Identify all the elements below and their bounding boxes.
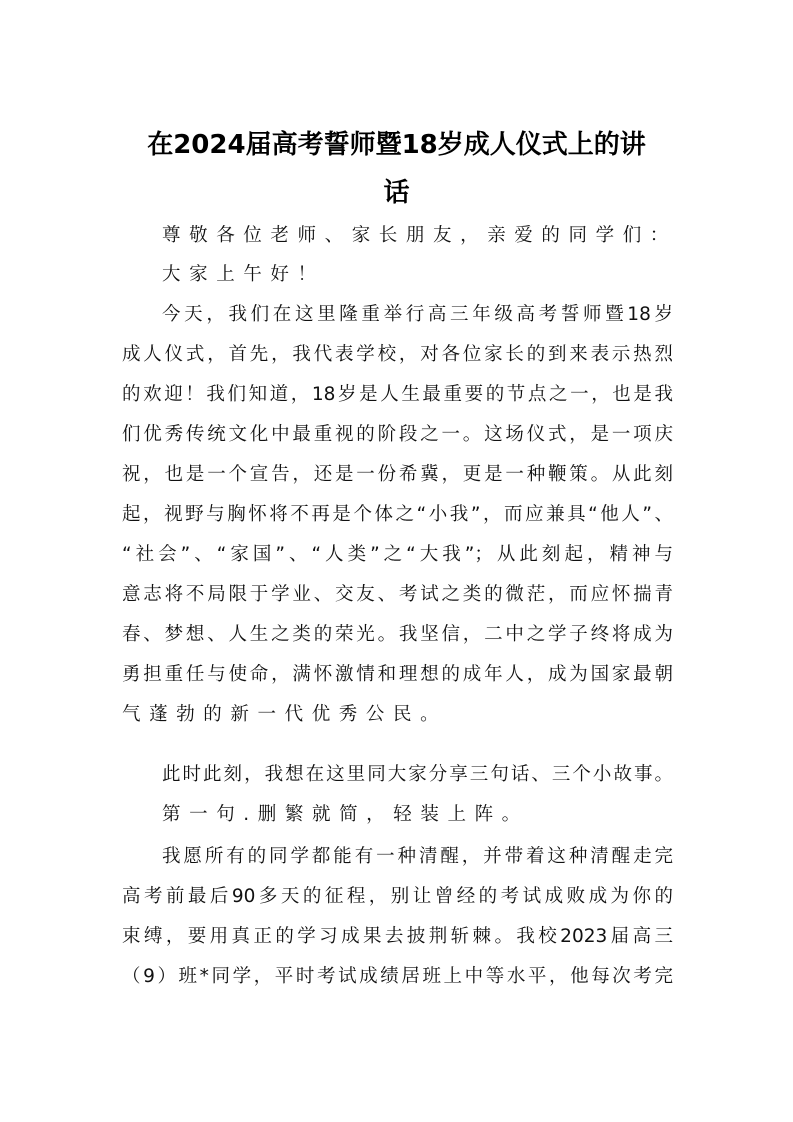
body-line: 春、梦想、人生之类的荣光。我坚信，二中之学子终将成为: [122, 624, 673, 645]
body-line: “社会”、“家国”、“人类”之“大我”；从此刻起，精神与: [122, 544, 673, 565]
body-line: 的欢迎！我们知道，18岁是人生最重要的节点之一，也是我: [122, 384, 673, 405]
body-line: 祝，也是一个宣告，还是一份希冀，更是一种鞭策。从此刻: [122, 464, 673, 485]
section-heading: 第一句.删繁就简，轻装上阵。: [162, 804, 529, 825]
body-line: 起，视野与胸怀将不再是个体之“小我”，而应兼具“他人”、: [122, 504, 673, 525]
body-line: 束缚，要用真正的学习成果去披荆斩棘。我校2023届高三: [122, 926, 673, 947]
document-title-line-2: 话: [383, 178, 410, 208]
body-line: 我愿所有的同学都能有一种清醒，并带着这种清醒走完: [162, 846, 673, 867]
body-line: 气蓬勃的新一代优秀公民。: [122, 704, 448, 725]
body-line: 今天，我们在这里隆重举行高三年级高考誓师暨18岁: [162, 304, 673, 325]
body-line: 意志将不局限于学业、交友、考试之类的微茫，而应怀揣青: [122, 584, 673, 605]
body-line: 此时此刻，我想在这里同大家分享三句话、三个小故事。: [162, 764, 673, 785]
salutation: 尊敬各位老师、家长朋友，亲爱的同学们：: [162, 225, 677, 246]
body-line: （9）班*同学，平时考试成绩居班上中等水平，他每次考完: [122, 966, 673, 987]
body-line: 勇担重任与使命，满怀激情和理想的成年人，成为国家最朝: [122, 664, 673, 685]
body-line: 成人仪式，首先，我代表学校，对各位家长的到来表示热烈: [122, 344, 673, 365]
body-line: 高考前最后90多天的征程，别让曾经的考试成败成为你的: [122, 886, 673, 907]
document-title-line-1: 在2024届高考誓师暨18岁成人仪式上的讲: [147, 130, 646, 160]
body-line: 们优秀传统文化中最重视的阶段之一。这场仪式，是一项庆: [122, 424, 673, 445]
greeting: 大家上午好！: [162, 264, 325, 285]
